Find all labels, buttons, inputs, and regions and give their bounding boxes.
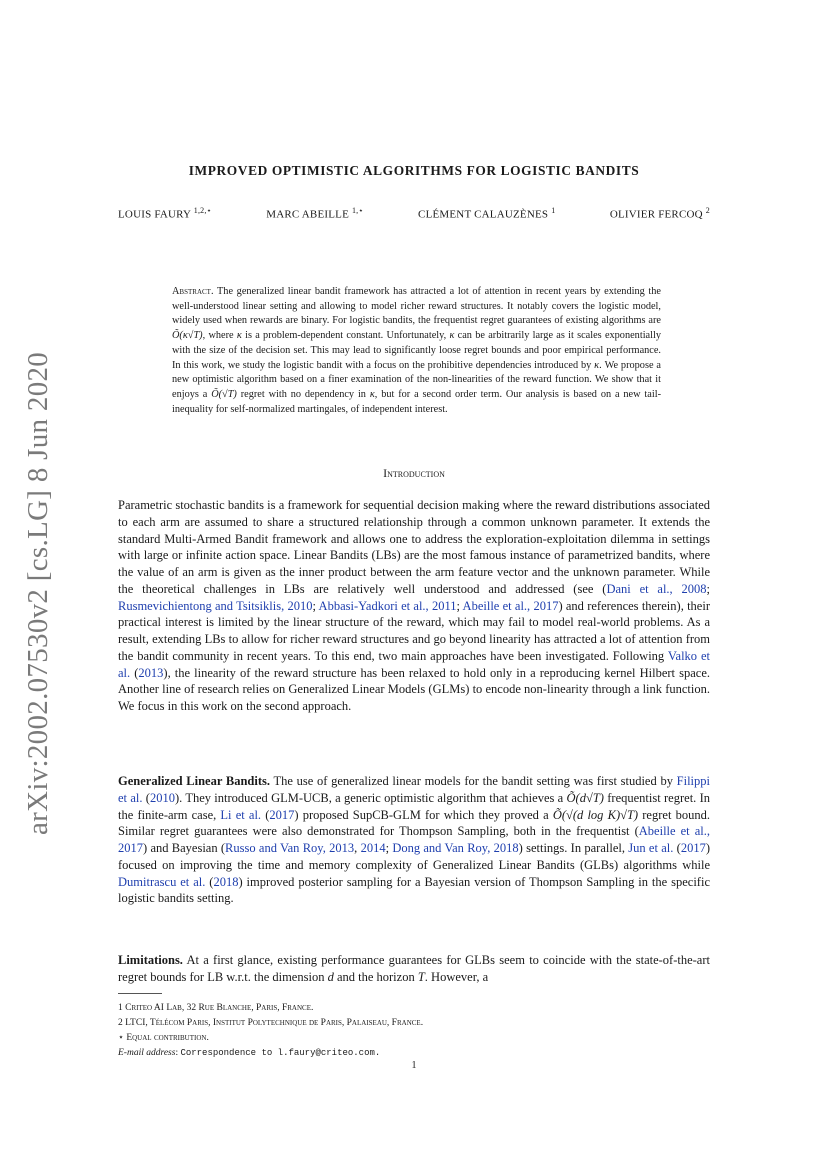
footnote-equal-contribution: ⋆ Equal contribution. (118, 1033, 209, 1043)
citation-link[interactable]: 2014 (360, 841, 386, 855)
footnotes (118, 1001, 710, 1061)
footnote-affiliation-1: 1 Criteo AI Lab, 32 Rue Blanche, Paris, France. (118, 1003, 314, 1013)
paragraph-generalized-linear-bandits: Generalized Linear Bandits. The use of generalized linear models for the bandit setting was first studied by Filippi et al. (2010). They introduced GLM-UCB, a generic optimistic algorithm that achieves a Õ(d√T) frequentist regret. In the finite-arm case, Li et al. (2017) proposed SupCB-GLM for which they proved a Õ(√(d log K)√T) regret bound. Similar regret guarantees were also demonstrated for Thompson Sampling, both in the frequentist (Abeille et al., 2017) and Bayesian (Russo and Van Roy, 2013, 2014; Dong and Van Roy, 2018) settings. In parallel, Jun et al. (2017) focused on improving the time and memory complexity of Generalized Linear Bandits (GLBs) algorithms while Dumitrascu et al. (2018) improved posterior sampling for a Bayesian version of Thompson Sampling in the specific logistic bandits setting. (118, 774, 711, 906)
math: d (327, 969, 334, 984)
citation-link[interactable]: Dani et al., 2008 (606, 581, 707, 596)
citation-link[interactable]: Dong and Van Roy, 2018 (392, 841, 519, 855)
citation-link[interactable]: 2017 (680, 841, 706, 855)
author: MARC ABEILLE $^{1,⋆}$ (266, 206, 364, 221)
citation-link[interactable]: Abeille et al., 2017 (118, 824, 710, 855)
paragraph-intro: Parametric stochastic bandits is a framework for sequential decision making where the reward distributions associated to each arm are assumed to share a structured relationship through a common unknown parameter. It extends the standard Multi-Armed Bandit framework and allows one to address the exploration-exploitation dilemma in settings with large or infinite action space. Linear Bandits (LBs) are the most famous instance of parametrized bandits, where the value of an arm is given as the inner product between the arm feature vector and the unknown parameter. While the theoretical challenges in LBs are relatively well understood and addressed (see (Dani et al., 2008; Rusmevichientong and Tsitsiklis, 2010; Abbasi-Yadkori et al., 2011; Abeille et al., 2017) and references therein), their practical interest is limited by the linear structure of the reward, which may fail to model real-world problems. As a result, extending LBs to allow for richer reward structures and go beyond linearity has attracted a lot of attention from the bandit community in recent years. To this end, two main approaches have been investigated. Following Valko et al. (2013), the linearity of the reward structure has been relaxed to hold only in a reproducing kernel Hilbert space. Another line of research relies on Generalized Linear Models (GLMs) to encode non-linearity through a link function. We focus in this work on the second approach. (118, 498, 710, 713)
citation-link[interactable]: Abbasi-Yadkori et al., 2011 (318, 598, 457, 613)
email-address[interactable]: Correspondence to l.faury@criteo.com. (180, 1048, 381, 1058)
math: Õ(κ√T) (172, 330, 203, 342)
math: κ (449, 330, 455, 342)
page-number: 1 (411, 1060, 417, 1071)
paragraph-limitations: Limitations. At a first glance, existing performance guarantees for GLBs seem to coincide with the state-of-the-art regret bounds for LB w.r.t. the dimension d and the horizon T. However, a (118, 953, 710, 984)
citation-link[interactable]: Dumitrascu et al. (118, 874, 206, 889)
citation-link[interactable]: Valko et al. (118, 648, 710, 680)
paragraph-heading: Limitations. (118, 953, 183, 967)
citation-link[interactable]: 2010 (149, 790, 175, 805)
author: OLIVIER FERCOQ $^2$ (609, 206, 710, 221)
math: κ (369, 388, 375, 400)
citation-link[interactable]: Russo and Van Roy, 2013 (225, 841, 355, 855)
citation-link[interactable]: Abeille et al., 2017 (462, 598, 559, 613)
citation-link[interactable]: Li et al. (220, 807, 262, 822)
paragraph-heading: Generalized Linear Bandits. (118, 774, 270, 788)
citation-link[interactable]: Rusmevichientong and Tsitsiklis, 2010 (118, 598, 313, 613)
citation-link[interactable]: 2013 (138, 665, 164, 680)
math: Õ(√(d log K)√T) (552, 807, 639, 822)
math: T (417, 969, 425, 984)
math: κ (236, 330, 242, 342)
author-list (118, 206, 710, 221)
citation-link[interactable]: 2018 (213, 874, 239, 889)
abstract-label: Abstract. (172, 286, 214, 297)
citation-link[interactable]: 2017 (269, 807, 295, 822)
citation-link[interactable]: Filippi et al. (118, 774, 710, 805)
paper-title: IMPROVED OPTIMISTIC ALGORITHMS FOR LOGISTIC BANDITS (188, 163, 640, 178)
math: κ (594, 359, 600, 371)
math: Õ(√T) (211, 388, 237, 400)
citation-link[interactable]: Jun et al. (628, 841, 674, 855)
abstract: Abstract. The generalized linear bandit framework has attracted a lot of attention in recent years by extending the well-understood linear setting and allowing to model richer reward structures. It notably covers the logistic model, widely used when rewards are binary. For logistic bandits, the frequentist regret guarantees of existing algorithms are Õ(κ√T), where κ is a problem-dependent constant. Unfortunately, κ can be arbitrarily large as it scales exponentially with the size of the decision set. This may lead to significantly loose regret bounds and poor empirical performance. In this work, we study the logistic bandit with a focus on the prohibitive dependencies introduced by κ. We propose a new optimistic algorithm based on a finer examination of the non-linearities of the reward function. We show that it enjoys a Õ(√T) regret with no dependency in κ, but for a second order term. Our analysis is based on a new tail-inequality for self-normalized martingales, of independent interest. (172, 286, 662, 415)
author: CLÉMENT CALAUZÈNES $^1$ (418, 206, 556, 221)
author: LOUIS FAURY $^{1,2,⋆}$ (118, 206, 212, 221)
footnote-email: E-mail address: Correspondence to l.faury@criteo.com. (118, 1048, 381, 1058)
math: Õ(d√T) (566, 790, 604, 805)
footnote-affiliation-2: 2 LTCI, Télécom Paris, Institut Polytechnique de Paris, Palaiseau, France. (118, 1018, 424, 1028)
section-heading-introduction: Introduction (383, 466, 445, 480)
arxiv-identifier: arXiv:2002.07530v2 [cs.LG] 8 Jun 2020 (22, 351, 54, 835)
footnote-rule (118, 993, 162, 994)
